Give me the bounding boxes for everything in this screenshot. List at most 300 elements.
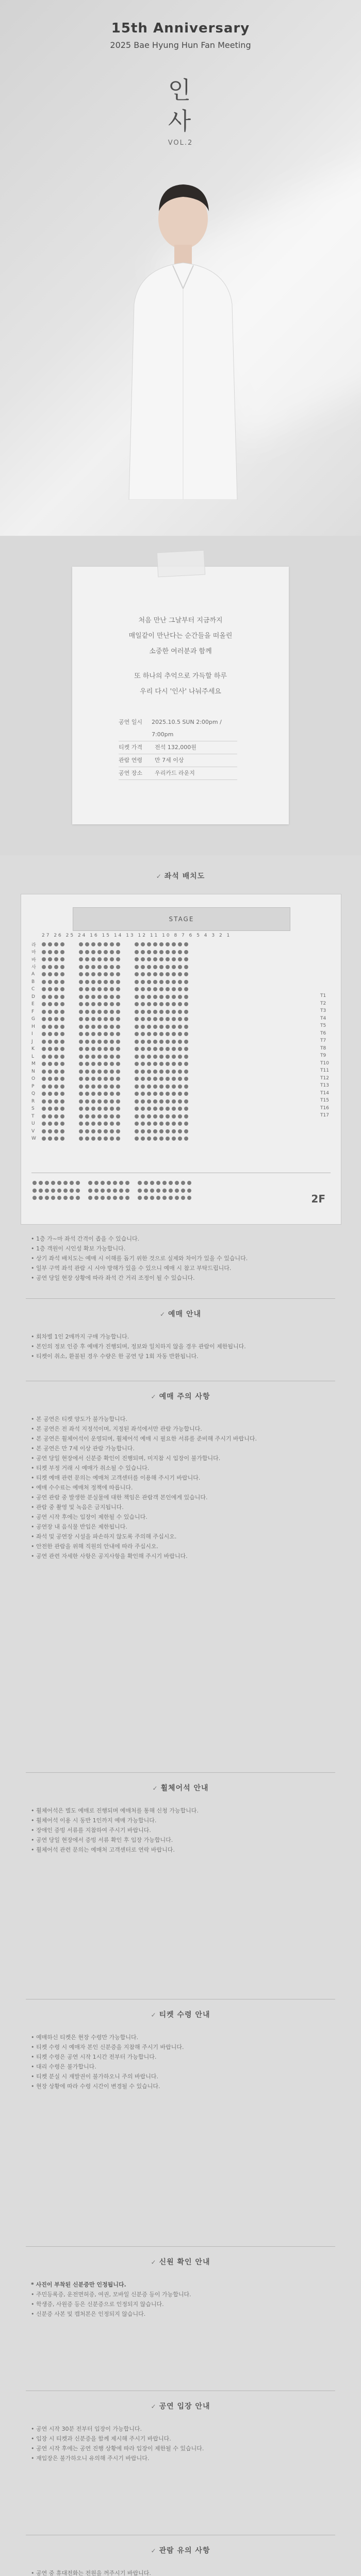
seat (147, 1025, 151, 1029)
seat (85, 1122, 89, 1126)
floor2-seat-row (31, 1194, 192, 1202)
seat-row-label: A (31, 972, 35, 977)
aisle-gap (73, 980, 77, 984)
seat (42, 1047, 46, 1051)
id-notes (31, 2280, 330, 2319)
seat (94, 1189, 99, 1193)
seat (48, 1114, 52, 1118)
anniversary-title: 15th Anniversary (111, 21, 250, 36)
seat (135, 1010, 139, 1014)
seat (48, 957, 52, 961)
side-seat-label: T8 (320, 1045, 326, 1051)
seat (116, 1077, 120, 1081)
seat (48, 1062, 52, 1066)
seat (116, 1084, 120, 1089)
hero-head (0, 21, 361, 50)
side-seat-label: T11 (320, 1068, 329, 1073)
seat (178, 987, 182, 991)
aisle-gap (73, 1040, 77, 1044)
seat (178, 1129, 182, 1133)
seat (135, 1047, 139, 1051)
seat-row-label: E (31, 1002, 35, 1007)
seat (97, 1010, 102, 1014)
seat-row (31, 993, 189, 1001)
seat-row-label: J (31, 1039, 33, 1044)
seat (104, 980, 108, 984)
seat (116, 1129, 120, 1133)
conduct-notes (31, 2568, 330, 2576)
seat (110, 987, 114, 991)
aisle-gap (128, 1137, 133, 1141)
seat (166, 1047, 170, 1051)
seat (153, 1107, 157, 1111)
seat (178, 1010, 182, 1014)
seat (147, 1070, 151, 1074)
seat (135, 1107, 139, 1111)
seat (141, 1077, 145, 1081)
info-key: 관람 연령 (119, 757, 143, 764)
seat (178, 1099, 182, 1104)
seat (76, 1181, 80, 1185)
seat (138, 1181, 142, 1185)
fanmeeting-subtitle: 2025 Bae Hyung Hun Fan Meeting (110, 40, 251, 50)
note-line: • 공연 관련 자세한 사항은 공지사항을 확인해 주시기 바랍니다. (31, 1553, 188, 1560)
seat (45, 1196, 49, 1200)
seat (70, 1181, 74, 1185)
seat (110, 1077, 114, 1081)
seat (141, 1062, 145, 1066)
seat (172, 972, 176, 976)
seat (116, 1025, 120, 1029)
letter-text (72, 613, 289, 700)
seat (184, 1099, 188, 1104)
aisle-gap (73, 1002, 77, 1006)
seat (54, 1025, 58, 1029)
aisle-gap (67, 1002, 71, 1006)
aisle-gap (73, 1099, 77, 1104)
seat (79, 1077, 83, 1081)
seat (60, 980, 64, 984)
check-icon: ✓ (151, 2011, 156, 2019)
seat (91, 1002, 95, 1006)
seat (54, 995, 58, 999)
seat (166, 1025, 170, 1029)
aisle-gap (122, 1129, 126, 1133)
seat (147, 965, 151, 969)
seat (76, 1189, 80, 1193)
seat (153, 1129, 157, 1133)
seat (97, 1122, 102, 1126)
seat (82, 1196, 86, 1200)
section-title-wheelchair (0, 1783, 361, 1793)
seat-row (31, 1001, 189, 1008)
seat (42, 1017, 46, 1021)
seat (110, 1114, 114, 1118)
seat (60, 965, 64, 969)
seat (172, 1062, 176, 1066)
seat (45, 1181, 49, 1185)
seat (166, 987, 170, 991)
seat (85, 950, 89, 954)
seat (116, 957, 120, 961)
seat (159, 1114, 163, 1118)
seat (184, 995, 188, 999)
seat (97, 987, 102, 991)
seat (184, 1092, 188, 1096)
seat (97, 1129, 102, 1133)
seat (48, 1047, 52, 1051)
seat-row-label: L (31, 1054, 35, 1059)
seat (178, 1002, 182, 1006)
seat (153, 950, 157, 954)
seat (104, 1114, 108, 1118)
seat (159, 1129, 163, 1133)
seat (79, 1092, 83, 1096)
aisle-gap (122, 1017, 126, 1021)
note-line: • 안전한 관람을 위해 직원의 안내에 따라 주십시오. (31, 1543, 158, 1550)
seat (141, 950, 145, 954)
seat (147, 950, 151, 954)
seat (153, 1002, 157, 1006)
seat (85, 1092, 89, 1096)
seat (42, 1084, 46, 1089)
seat (175, 1189, 179, 1193)
side-seat-label: T13 (320, 1083, 329, 1088)
seat (166, 1010, 170, 1014)
seat (94, 1181, 99, 1185)
note-line: • 공연 당일 현장에서 신분증 확인이 진행되며, 미지참 시 입장이 불가합니다. (31, 1455, 221, 1462)
seat (104, 972, 108, 976)
seat (135, 980, 139, 984)
seat (178, 1114, 182, 1118)
seat (135, 972, 139, 976)
info-row (119, 754, 237, 767)
seat (39, 1196, 43, 1200)
seat (178, 1092, 182, 1096)
aisle-gap (122, 1025, 126, 1029)
seat (104, 995, 108, 999)
aisle-gap (67, 942, 71, 946)
seat (39, 1189, 43, 1193)
seat (104, 950, 108, 954)
seat (178, 1047, 182, 1051)
seat (184, 1070, 188, 1074)
seat (91, 987, 95, 991)
seat-row (31, 1038, 189, 1046)
seat (141, 1040, 145, 1044)
seat (159, 1107, 163, 1111)
aisle-gap (73, 1062, 77, 1066)
seat (113, 1189, 117, 1193)
aisle-gap (122, 1062, 126, 1066)
note-line: • 회차별 1인 2매까지 구매 가능합니다. (31, 1333, 129, 1340)
letter-line: 또 하나의 추억으로 가득할 하루 (134, 672, 227, 680)
seat-row (31, 971, 189, 978)
side-seat-label: T1 (320, 993, 326, 998)
aisle-gap (122, 1010, 126, 1014)
seat (32, 1181, 37, 1185)
seat (116, 965, 120, 969)
hero-title-line2: 사 (168, 107, 193, 135)
seat (166, 972, 170, 976)
check-icon: ✓ (152, 1785, 158, 1792)
seat (125, 1196, 129, 1200)
seat-row (31, 1120, 189, 1128)
aisle-gap (122, 1084, 126, 1089)
seat (54, 942, 58, 946)
seat (110, 1092, 114, 1096)
seat (97, 965, 102, 969)
aisle-gap (73, 987, 77, 991)
seat (147, 942, 151, 946)
section-title-notice (0, 1391, 361, 1401)
check-icon: ✓ (151, 2259, 156, 2266)
info-value: 전석 132,000원 (155, 744, 196, 751)
seat (141, 1002, 145, 1006)
seat (150, 1189, 154, 1193)
seat (184, 1129, 188, 1133)
seat-row-label: 마 (31, 950, 36, 956)
seat (153, 957, 157, 961)
seat (153, 1010, 157, 1014)
seat (135, 995, 139, 999)
seat-row-label: H (31, 1024, 35, 1029)
seat (85, 1137, 89, 1141)
seat (172, 1032, 176, 1036)
seat (60, 972, 64, 976)
side-seat-label: T3 (320, 1008, 326, 1013)
seat (172, 1017, 176, 1021)
aisle-gap (122, 950, 126, 954)
seat (79, 1122, 83, 1126)
seat (32, 1196, 37, 1200)
seat (79, 1017, 83, 1021)
aisle-gap (122, 1077, 126, 1081)
seat (79, 1032, 83, 1036)
seat-row-label: D (31, 994, 35, 999)
aisle-gap (122, 1047, 126, 1051)
seat (97, 1107, 102, 1111)
seat (184, 987, 188, 991)
seat (85, 1017, 89, 1021)
side-seat-label: T17 (320, 1113, 329, 1118)
note-line: • 본 공연은 전 좌석 지정석이며, 지정된 좌석에서만 관람 가능합니다. (31, 1426, 202, 1432)
seat (178, 1107, 182, 1111)
seat-row-label: P (31, 1083, 35, 1089)
seat (60, 942, 64, 946)
seat (113, 1181, 117, 1185)
seat (60, 995, 64, 999)
seat-row-label: S (31, 1106, 35, 1112)
seat (135, 1002, 139, 1006)
seat-row (31, 986, 189, 993)
aisle-gap (67, 1084, 71, 1089)
seat (104, 1002, 108, 1006)
seat (172, 957, 176, 961)
seat (110, 1010, 114, 1014)
seat (138, 1189, 142, 1193)
aisle-gap (67, 1107, 71, 1111)
seat (79, 1010, 83, 1014)
section-label: 관람 유의 사항 (159, 2547, 210, 2555)
seat (97, 1047, 102, 1051)
seat (104, 987, 108, 991)
seat (184, 1010, 188, 1014)
seat (135, 1099, 139, 1104)
seat (91, 1040, 95, 1044)
note-line: • 티켓 분실 시 재발권이 불가하오니 주의 바랍니다. (31, 2073, 158, 2080)
note-line: • 현장 상황에 따라 수령 시간이 변경될 수 있습니다. (31, 2083, 160, 2090)
note-line: • 주민등록증, 운전면허증, 여권, 모바일 신분증 등이 가능합니다. (31, 2291, 191, 2298)
seat (54, 972, 58, 976)
seat (153, 1092, 157, 1096)
aisle-gap (128, 942, 133, 946)
seat (156, 1181, 160, 1185)
seat (32, 1189, 37, 1193)
seat (60, 1084, 64, 1089)
hero-title (0, 75, 361, 137)
seat (60, 1077, 64, 1081)
note-line: • 신분증 사본 및 캡처본은 인정되지 않습니다. (31, 2311, 146, 2317)
seat (42, 1025, 46, 1029)
seat (54, 980, 58, 984)
aisle-gap (67, 972, 71, 976)
section-title-seats (0, 871, 361, 881)
seat (110, 1084, 114, 1089)
seat (141, 980, 145, 984)
side-seat-label: T10 (320, 1060, 329, 1066)
seat-row-label: R (31, 1098, 35, 1104)
seat (153, 1032, 157, 1036)
seat (135, 1070, 139, 1074)
seat (104, 1077, 108, 1081)
seat (91, 1025, 95, 1029)
seat (48, 1099, 52, 1104)
seat (113, 1196, 117, 1200)
seat (42, 1070, 46, 1074)
aisle-gap (67, 965, 71, 969)
note-line: • 티켓 수령은 공연 시작 1시간 전부터 가능합니다. (31, 2054, 157, 2060)
seat (116, 1122, 120, 1126)
seat-row (31, 1060, 189, 1068)
seat-row-label: 사 (31, 965, 36, 971)
seat (39, 1181, 43, 1185)
seat (54, 1084, 58, 1089)
seat-row-label: W (31, 1136, 36, 1142)
seat (184, 1025, 188, 1029)
seat (110, 942, 114, 946)
side-seat-label: T2 (320, 1001, 326, 1006)
seat (141, 1129, 145, 1133)
aisle-gap (73, 1129, 77, 1133)
seat (141, 957, 145, 961)
aisle-gap (73, 950, 77, 954)
seat (48, 980, 52, 984)
aisle-gap (128, 1047, 133, 1051)
seat (54, 1099, 58, 1104)
seat-row-label: V (31, 1128, 35, 1134)
seat (54, 1070, 58, 1074)
seat (159, 1070, 163, 1074)
seat (42, 1062, 46, 1066)
seat (166, 1107, 170, 1111)
seat (141, 1032, 145, 1036)
section-label: 티켓 수령 안내 (159, 2011, 210, 2019)
aisle-gap (67, 1047, 71, 1051)
seat (91, 942, 95, 946)
note-line: • 공연장 내 음식물 반입은 제한됩니다. (31, 1523, 127, 1530)
seat (125, 1189, 129, 1193)
aisle-gap (67, 1099, 71, 1104)
seat (91, 972, 95, 976)
seat-row (31, 1015, 189, 1023)
seat (85, 1055, 89, 1059)
seat (104, 957, 108, 961)
seat (187, 1189, 191, 1193)
seat (91, 1062, 95, 1066)
seat (135, 1084, 139, 1089)
seat (101, 1181, 105, 1185)
seat (97, 1099, 102, 1104)
seat (42, 1092, 46, 1096)
floor2-seat-grid (31, 1179, 192, 1202)
seat (153, 1055, 157, 1059)
aisle-gap (122, 1137, 126, 1141)
section-title-pickup (0, 2009, 361, 2020)
note-line: • 학생증, 사원증 등은 신분증으로 인정되지 않습니다. (31, 2301, 164, 2308)
aisle-gap (122, 1055, 126, 1059)
seat (153, 1122, 157, 1126)
seat (141, 1047, 145, 1051)
note-line: • 티켓 수령 시 예매자 본인 신분증을 지참해 주시기 바랍니다. (31, 2044, 184, 2050)
seat-row (31, 941, 189, 948)
seat (110, 1032, 114, 1036)
seat (42, 995, 46, 999)
seat (104, 1129, 108, 1133)
seat (79, 1062, 83, 1066)
seat (159, 987, 163, 991)
aisle-gap (67, 1092, 71, 1096)
aisle-gap (67, 1070, 71, 1074)
seat (85, 965, 89, 969)
seat (153, 995, 157, 999)
aisle-gap (122, 972, 126, 976)
seat (166, 1062, 170, 1066)
seat (116, 1070, 120, 1074)
section-label: 예매 안내 (168, 1310, 202, 1318)
seat (54, 1107, 58, 1111)
seat (97, 1025, 102, 1029)
aisle-gap (73, 1084, 77, 1089)
letter-line: 우리 다시 '인사' 나눠주세요 (140, 688, 221, 696)
seat (57, 1189, 61, 1193)
divider (26, 1298, 335, 1299)
seat (178, 1032, 182, 1036)
seat (116, 1099, 120, 1104)
seat (135, 942, 139, 946)
seat (116, 1010, 120, 1014)
seat-column-numbers: 27 26 25 24 16 15 14 13 12 11 10 8 7 6 5 4 3 2 1 (42, 933, 232, 938)
aisle-gap (128, 1062, 133, 1066)
seat (172, 1055, 176, 1059)
seat-row (31, 1053, 189, 1061)
seat (135, 1025, 139, 1029)
seat (85, 957, 89, 961)
seat (42, 1107, 46, 1111)
seat (79, 1002, 83, 1006)
seat (166, 1129, 170, 1133)
seat (159, 1092, 163, 1096)
